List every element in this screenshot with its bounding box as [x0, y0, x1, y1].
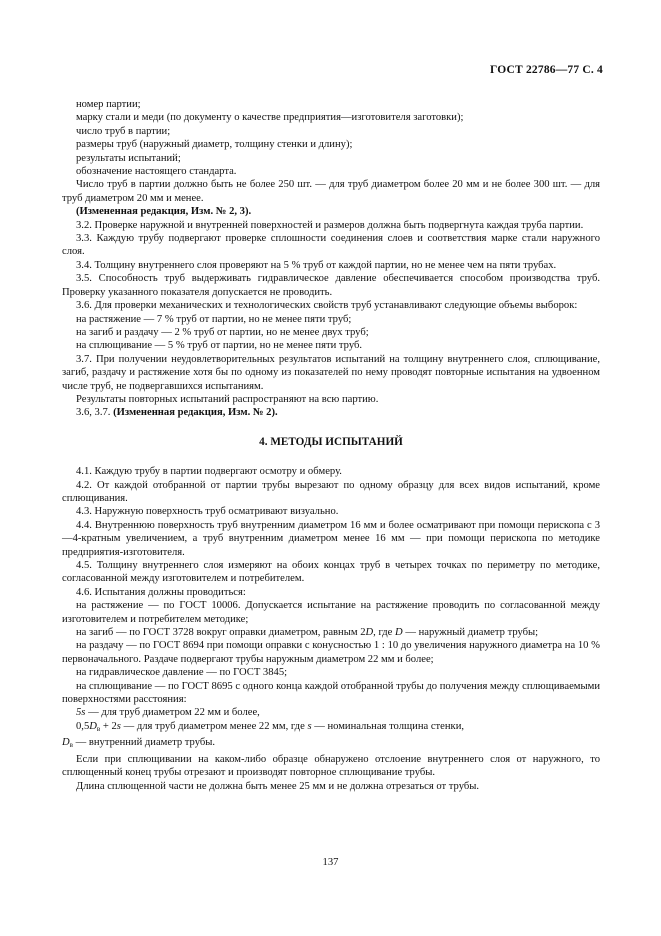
- paragraph-3-5: 3.5. Способность труб выдерживать гидравлическое давление обеспечивается способом производства труб. Проверку указанного показателя допускается не проводить.: [62, 273, 600, 298]
- var-d: D: [365, 627, 374, 639]
- test-flatten: на сплющивание — по ГОСТ 8695 с одного конца каждой отобранной трубы до получения между сплющиваемыми поверхностями расстояния:: [62, 680, 600, 706]
- paragraph-4-1: 4.1. Каждую трубу в партии подвергают осмотру и обмеру.: [76, 466, 342, 478]
- list-item: номер партии;: [76, 99, 141, 110]
- paragraph-delamination: Если при сплющивании на каком-либо образце обнаружено отслоение внутреннего слоя от наружного, то сплющенный конец трубы отрезают и производят повторное сплющивание трубы.: [62, 753, 600, 779]
- page-header: ГОСТ 22786—77 С. 4: [490, 64, 603, 76]
- formula-line: [62, 736, 600, 752]
- text-span: — наружный диаметр трубы;: [405, 627, 539, 639]
- paragraph-4-4: 4.4. Внутреннюю поверхность труб внутренним диаметром 16 мм и более осматривают при помощи перископа с 3—4-кратным увеличением, а труб внутренним диаметром менее 16 мм — при помощи перископа по методике предприятия-изготовителя.: [62, 519, 600, 558]
- page-content: [62, 98, 600, 793]
- paragraph-3-4: 3.4. Толщину внутреннего слоя проверяют на 5 % труб от каждой партии, но не менее чем на пяти трубах.: [76, 259, 557, 271]
- text-span: — номинальная толщина стенки,: [311, 720, 465, 732]
- text-span: — для труб диаметром 22 мм и более,: [88, 707, 260, 719]
- test-bend: [62, 626, 600, 639]
- formula-var: 5s: [76, 707, 86, 719]
- subscript: в: [69, 741, 73, 750]
- var-s: s: [307, 720, 312, 732]
- edit-note-bold: (Измененная редакция, Изм. № 2).: [113, 407, 278, 419]
- edit-note: [62, 406, 600, 419]
- text-span: на загиб — по ГОСТ 3728 вокруг оправки диаметром, равным 2: [76, 627, 366, 639]
- list-item: на сплющивание — 5 % труб от партии, но не менее пяти труб.: [76, 340, 363, 352]
- list-item: число труб в партии;: [76, 125, 171, 137]
- formula-line: [62, 720, 600, 736]
- list-item: результаты испытаний;: [76, 152, 181, 164]
- test-hydro: на гидравлическое давление — по ГОСТ 3845;: [76, 667, 288, 679]
- section-title: 4. МЕТОДЫ ИСПЫТАНИЙ: [259, 435, 403, 448]
- paragraph-3-6: 3.6. Для проверки механических и технологических свойств труб устанавливают следующие объемы выборок:: [76, 300, 578, 312]
- list-item: марку стали и меди (по документу о качестве предприятия—изготовителя заготовки);: [76, 112, 464, 124]
- text-span: — внутренний диаметр трубы.: [75, 737, 216, 749]
- paragraph-4-5: 4.5. Толщину внутреннего слоя измеряют на обоих концах труб в четырех точках по периметру по методике, согласованной между изготовителем и потребителем.: [62, 560, 600, 585]
- text-span: , где: [373, 627, 393, 639]
- var-d: D: [395, 627, 403, 639]
- test-tension: на растяжение — по ГОСТ 10006. Допускается испытание на растяжение проводить по согласованной между изготовителем и потребителем методике;: [62, 600, 600, 625]
- list-item: размеры труб (наружный диаметр, толщину стенки и длину);: [76, 139, 353, 151]
- list-item: на загиб и раздачу — 2 % труб от партии, но не менее двух труб;: [76, 326, 369, 338]
- text-span: 0,5: [76, 720, 90, 732]
- var-s: s: [116, 720, 121, 732]
- var-d: D: [89, 720, 97, 732]
- paragraph-3-3: 3.3. Каждую трубу подвергают проверке сплошности соединения слоев и соответствия марке стали наружного слоя.: [62, 233, 600, 258]
- paragraph-repeat-results: Результаты повторных испытаний распространяют на всю партию.: [76, 393, 379, 405]
- text-span: — для труб диаметром менее 22 мм, где: [120, 720, 308, 732]
- formula-line: [62, 706, 600, 719]
- list-item: обозначение настоящего стандарта.: [76, 166, 237, 178]
- paragraph-3-2: 3.2. Проверке наружной и внутренней поверхностей и размеров должна быть подвергнута каждая труба партии.: [76, 219, 584, 231]
- subscript: в: [96, 724, 101, 733]
- paragraph-flattened-length: Длина сплющенной части не должна быть менее 25 мм и не должна отрезаться от трубы.: [76, 780, 480, 792]
- edit-note: (Измененная редакция, Изм. № 2, 3).: [76, 206, 252, 218]
- paragraph-4-2: 4.2. От каждой отобранной от партии трубы вырезают по одному образцу для всех видов испытаний, кроме сплющивания.: [62, 479, 600, 504]
- text-span: + 2: [100, 720, 117, 732]
- list-item: на растяжение — 7 % труб от партии, но не менее пяти труб;: [76, 313, 352, 325]
- paragraph-tube-count: Число труб в партии должно быть не более 250 шт. — для труб диаметром более 20 мм и не более 300 шт. — для труб диаметром 20 мм и менее.: [62, 179, 600, 204]
- var-d: D: [62, 737, 70, 749]
- page-number: 137: [322, 857, 339, 868]
- paragraph-3-7: 3.7. При получении неудовлетворительных результатов испытаний на толщину внутреннего слоя, сплющивание, загиб, раздачу и растяжение хотя бы по одному из показателей по нему проводят повторные испытания на удвоенном числе труб, не подвергавшихся испытаниям.: [62, 353, 600, 392]
- paragraph-4-6: 4.6. Испытания должны проводиться:: [76, 586, 246, 598]
- edit-note-prefix: 3.6, 3.7.: [76, 407, 111, 419]
- test-expand: на раздачу — по ГОСТ 8694 при помощи оправки с конусностью 1 : 10 до увеличения наружного диаметра на 10 % первоначального. Раздаче подвергают трубы наружным диаметром 22 мм и более;: [62, 640, 600, 665]
- paragraph-4-3: 4.3. Наружную поверхность труб осматривают визуально.: [76, 506, 339, 518]
